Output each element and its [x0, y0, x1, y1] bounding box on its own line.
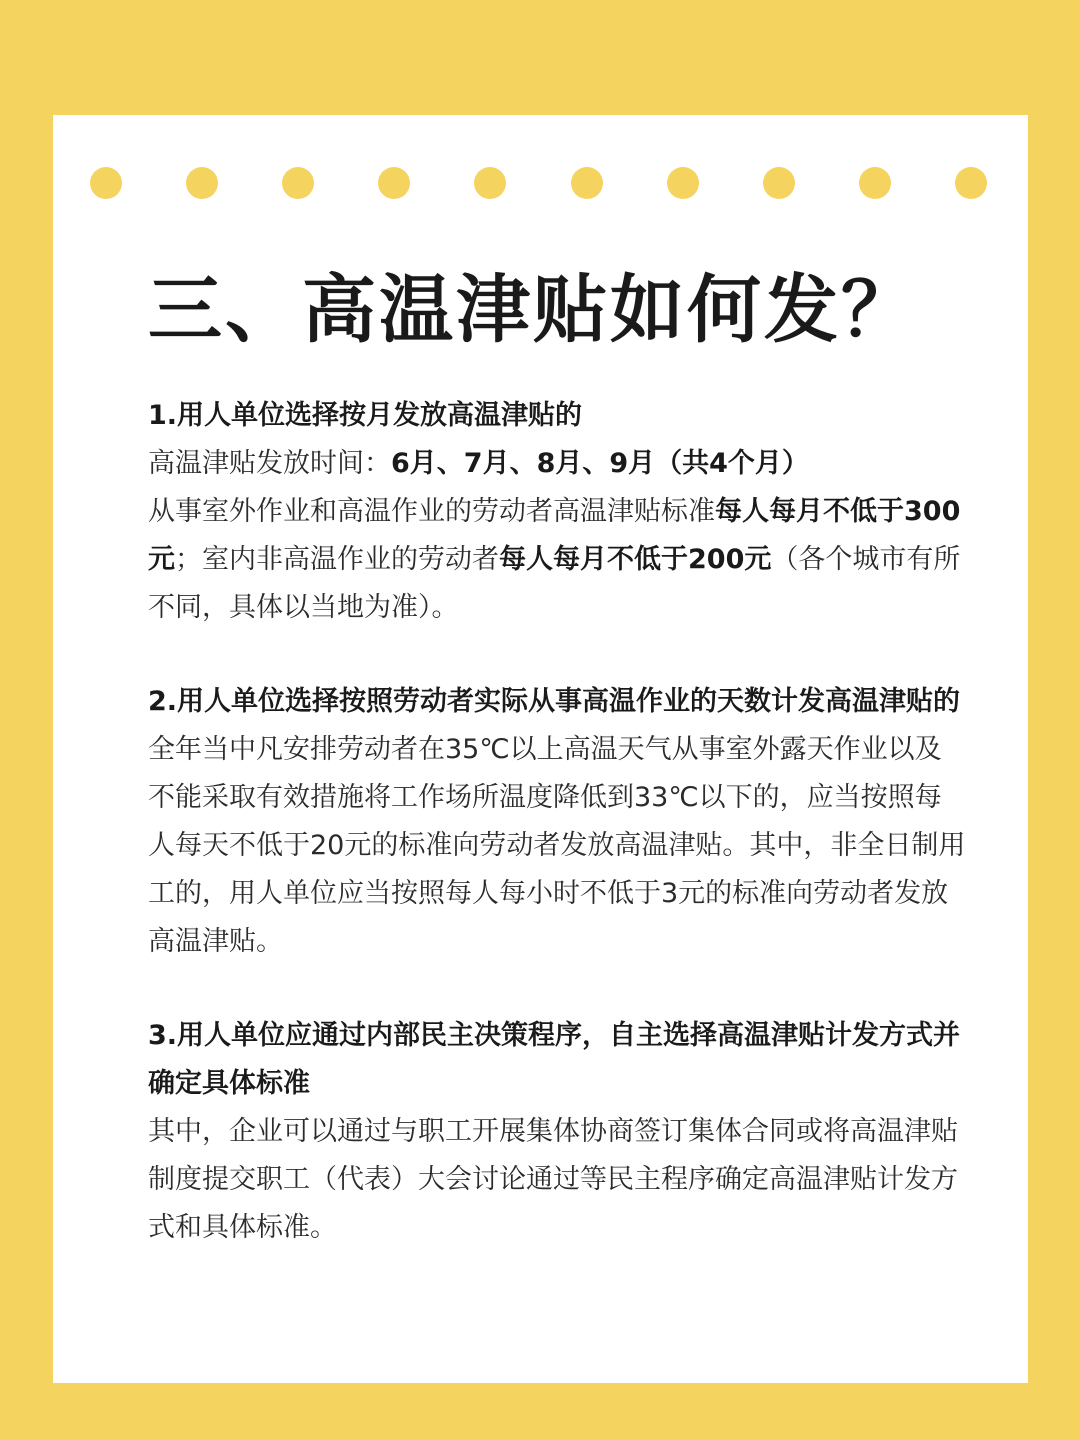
dot-4 — [378, 167, 410, 199]
dot-2 — [186, 167, 218, 199]
decorative-dot-row — [90, 167, 987, 199]
standard-text-e: （各个城市有所不同，具体以当地为准）。 — [148, 544, 961, 623]
standard-text-a: 从事室外作业和高温作业的劳动者高温津贴标准 — [148, 496, 715, 527]
payment-period-line — [148, 440, 968, 488]
section-heading: 1.用人单位选择按月发放高温津贴的 — [148, 400, 583, 431]
section-heading: 3.用人单位应通过内部民主决策程序，自主选择高温津贴计发方式并确定具体标准 — [148, 1020, 961, 1099]
dot-5 — [474, 167, 506, 199]
section-heading: 2.用人单位选择按照劳动者实际从事高温作业的天数计发高温津贴的 — [148, 686, 961, 717]
dot-6 — [571, 167, 603, 199]
standard-text-c: ；室内非高温作业的劳动者 — [175, 544, 499, 575]
standard-paragraph — [148, 488, 968, 632]
article-body — [148, 392, 968, 1252]
outdoor-standard-value: 每人每月不低于300元 — [148, 496, 961, 575]
section-democratic — [148, 1012, 968, 1252]
payment-period-label: 高温津贴发放时间： — [148, 448, 391, 479]
dot-7 — [667, 167, 699, 199]
section-body: 全年当中凡安排劳动者在35℃以上高温天气从事室外露天作业以及不能采取有效措施将工作场所温度降低到33℃以下的，应当按照每人每天不低于20元的标准向劳动者发放高温津贴。其中，非全日制用工的，用人单位应当按照每人每小时不低于3元的标准向劳动者发放高温津贴。 — [148, 734, 966, 957]
payment-period-value: 6月、7月、8月、9月（共4个月） — [391, 448, 809, 479]
dot-3 — [282, 167, 314, 199]
dot-9 — [859, 167, 891, 199]
section-daily — [148, 678, 968, 966]
dot-10 — [955, 167, 987, 199]
section-monthly — [148, 392, 968, 632]
dot-8 — [763, 167, 795, 199]
dot-1 — [90, 167, 122, 199]
section-body: 其中，企业可以通过与职工开展集体协商签订集体合同或将高温津贴制度提交职工（代表）大会讨论通过等民主程序确定高温津贴计发方式和具体标准。 — [148, 1116, 958, 1243]
page-title: 三、高温津贴如何发？ — [148, 267, 918, 353]
content-card — [53, 115, 1028, 1383]
indoor-standard-value: 每人每月不低于200元 — [499, 544, 772, 575]
